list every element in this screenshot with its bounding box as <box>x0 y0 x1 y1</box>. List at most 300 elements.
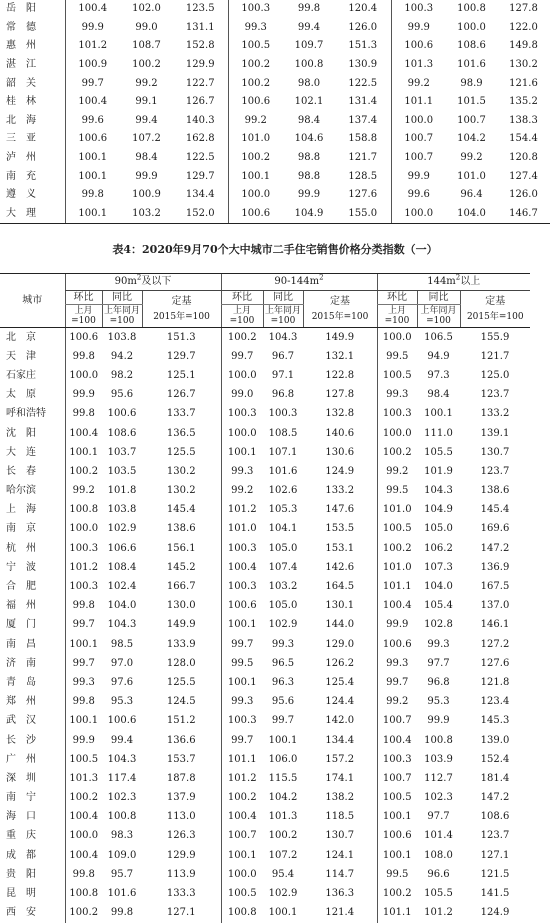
value-cell: 98.4 <box>135 152 158 164</box>
city-cell: 太 原 <box>6 389 36 401</box>
table-row <box>0 19 550 38</box>
value-cell: 100.0 <box>65 366 102 385</box>
value-cell: 133.9 <box>166 638 196 650</box>
value-cell: 99.3 <box>427 638 450 650</box>
value-cell: 157.2 <box>325 753 355 765</box>
value-cell: 101.3 <box>268 811 298 823</box>
value-cell: 100.1 <box>65 149 120 168</box>
value-cell: 167.5 <box>480 581 510 593</box>
value-cell: 101.1 <box>377 904 417 923</box>
value-cell: 106.6 <box>107 542 137 554</box>
value-cell: 100.6 <box>107 715 137 727</box>
value-cell: 112.7 <box>424 772 453 784</box>
value-cell: 101.0 <box>377 501 417 520</box>
value-cell: 106.5 <box>424 331 453 343</box>
value-cell: 100.1 <box>377 808 417 827</box>
value-cell: 104.0 <box>446 205 497 224</box>
value-cell: 104.1 <box>268 523 298 535</box>
value-cell: 102.0 <box>132 3 161 15</box>
city-cell: 遵 义 <box>6 189 36 201</box>
value-cell: 134.4 <box>185 189 215 201</box>
value-cell: 96.8 <box>271 389 295 401</box>
value-cell: 100.3 <box>65 577 102 596</box>
value-cell: 100.9 <box>132 189 161 201</box>
value-cell: 136.6 <box>166 734 196 746</box>
value-cell: 129.9 <box>185 59 215 71</box>
value-cell: 121.5 <box>480 868 510 880</box>
value-cell: 104.6 <box>294 133 324 145</box>
table-row <box>0 462 530 481</box>
value-cell: 99.3 <box>228 19 283 38</box>
yoy-sub-header: 上年同月=100 <box>417 305 460 328</box>
city-cell: 武 汉 <box>6 715 36 727</box>
city-cell: 郑 州 <box>6 696 36 708</box>
value-cell: 100.2 <box>228 56 283 75</box>
value-cell: 99.5 <box>221 654 263 673</box>
value-cell: 99.8 <box>65 693 102 712</box>
value-cell: 125.5 <box>166 446 196 458</box>
value-cell: 100.8 <box>294 59 324 71</box>
value-cell: 145.4 <box>480 504 510 516</box>
value-cell: 99.4 <box>135 114 158 126</box>
base-header: 定基 2015年=100 <box>142 291 221 328</box>
value-cell: 98.8 <box>297 152 321 164</box>
value-cell: 99.8 <box>65 405 102 424</box>
value-cell: 100.1 <box>65 205 120 224</box>
city-cell: 常 德 <box>6 21 36 33</box>
value-cell: 100.1 <box>221 846 263 865</box>
table-row <box>0 205 550 224</box>
value-cell: 95.7 <box>110 868 134 880</box>
value-cell: 114.7 <box>325 868 355 880</box>
value-cell: 128.0 <box>166 657 196 669</box>
value-cell: 100.6 <box>377 827 417 846</box>
city-cell: 青 岛 <box>6 676 36 688</box>
value-cell: 100.1 <box>221 443 263 462</box>
value-cell: 132.8 <box>325 408 355 420</box>
value-cell: 105.0 <box>268 600 298 612</box>
value-cell: 126.0 <box>509 189 538 201</box>
value-cell: 140.3 <box>185 114 215 126</box>
value-cell: 109.7 <box>294 40 324 52</box>
value-cell: 156.1 <box>166 542 196 554</box>
value-cell: 122.0 <box>509 21 538 33</box>
value-cell: 103.7 <box>107 446 137 458</box>
value-cell: 99.7 <box>65 616 102 635</box>
table-row <box>0 693 530 712</box>
city-cell: 厦 门 <box>6 619 36 631</box>
value-cell: 155.0 <box>335 205 391 224</box>
mom-sub-header: 上月=100 <box>221 305 263 328</box>
value-cell: 100.2 <box>228 74 283 93</box>
value-cell: 166.7 <box>166 581 196 593</box>
value-cell: 138.6 <box>166 523 196 535</box>
value-cell: 99.2 <box>135 77 158 89</box>
value-cell: 100.4 <box>65 424 102 443</box>
city-cell: 呼和浩特 <box>6 408 46 420</box>
value-cell: 101.2 <box>65 558 102 577</box>
value-cell: 187.8 <box>166 772 196 784</box>
value-cell: 100.3 <box>377 750 417 769</box>
value-cell: 100.2 <box>65 904 102 923</box>
value-cell: 100.0 <box>65 520 102 539</box>
value-cell: 99.7 <box>65 654 102 673</box>
value-cell: 100.1 <box>268 734 298 746</box>
value-cell: 151.3 <box>348 40 378 52</box>
value-cell: 99.9 <box>391 167 446 186</box>
value-cell: 100.5 <box>228 37 283 56</box>
value-cell: 127.6 <box>480 657 510 669</box>
value-cell: 130.7 <box>480 446 510 458</box>
value-cell: 124.4 <box>325 696 355 708</box>
value-cell: 100.1 <box>221 616 263 635</box>
table-row <box>0 635 530 654</box>
value-cell: 100.6 <box>377 635 417 654</box>
value-cell: 121.7 <box>348 152 378 164</box>
value-cell: 100.6 <box>107 408 137 420</box>
value-cell: 97.1 <box>271 369 295 381</box>
value-cell: 121.4 <box>325 907 355 919</box>
value-cell: 123.7 <box>480 830 510 842</box>
city-cell: 石家庄 <box>6 369 36 381</box>
city-cell: 泸 州 <box>6 152 36 164</box>
value-cell: 126.2 <box>325 657 355 669</box>
value-cell: 101.5 <box>457 96 486 108</box>
value-cell: 100.6 <box>65 130 120 149</box>
value-cell: 124.9 <box>325 465 355 477</box>
value-cell: 94.2 <box>110 350 134 362</box>
city-cell: 广 州 <box>6 753 36 765</box>
value-cell: 106.2 <box>424 542 453 554</box>
table-row <box>0 328 530 348</box>
city-cell: 南 宁 <box>6 792 36 804</box>
value-cell: 98.0 <box>297 77 321 89</box>
value-cell: 102.9 <box>268 888 298 900</box>
value-cell: 100.4 <box>65 846 102 865</box>
table-row <box>0 0 550 19</box>
value-cell: 104.2 <box>457 133 486 145</box>
mom-header: 环比 <box>221 291 263 305</box>
yoy-sub-header: 上年同月=100 <box>264 306 301 326</box>
value-cell: 151.3 <box>166 331 196 343</box>
value-cell: 99.9 <box>297 189 321 201</box>
value-cell: 113.0 <box>166 811 196 823</box>
city-cell: 桂 林 <box>6 96 36 108</box>
base-header: 定基 2015年=100 <box>303 291 377 328</box>
value-cell: 136.3 <box>325 888 355 900</box>
value-cell: 100.5 <box>65 750 102 769</box>
value-cell: 125.5 <box>166 676 196 688</box>
table-row <box>0 673 530 692</box>
value-cell: 99.5 <box>377 347 417 366</box>
value-cell: 133.2 <box>325 485 355 497</box>
table-row <box>0 386 530 405</box>
value-cell: 108.7 <box>132 40 161 52</box>
value-cell: 100.0 <box>228 186 283 205</box>
value-cell: 153.7 <box>166 753 196 765</box>
value-cell: 101.6 <box>107 888 137 900</box>
value-cell: 99.8 <box>65 597 102 616</box>
value-cell: 99.7 <box>221 635 263 654</box>
value-cell: 100.7 <box>221 827 263 846</box>
value-cell: 102.6 <box>268 485 298 497</box>
value-cell: 152.8 <box>185 40 215 52</box>
city-header: 城市 <box>0 274 65 328</box>
value-cell: 107.2 <box>132 133 161 145</box>
value-cell: 100.3 <box>377 405 417 424</box>
value-cell: 127.1 <box>480 849 510 861</box>
value-cell: 100.4 <box>65 93 120 112</box>
value-cell: 181.4 <box>480 772 510 784</box>
city-cell: 成 都 <box>6 849 36 861</box>
table-row <box>0 37 550 56</box>
value-cell: 108.6 <box>480 811 510 823</box>
value-cell: 100.1 <box>65 712 102 731</box>
value-cell: 130.2 <box>166 465 196 477</box>
city-cell: 天 津 <box>6 350 36 362</box>
value-cell: 101.0 <box>457 170 486 182</box>
value-cell: 96.3 <box>271 676 295 688</box>
value-cell: 100.2 <box>65 462 102 481</box>
value-cell: 99.9 <box>377 616 417 635</box>
table-row <box>0 846 530 865</box>
value-cell: 145.2 <box>166 561 196 573</box>
value-cell: 102.4 <box>107 581 137 593</box>
table4-title: 表4：2020年9月70个大中城市二手住宅销售价格分类指数（一） <box>112 243 438 256</box>
value-cell: 100.4 <box>377 731 417 750</box>
value-cell: 95.6 <box>110 389 134 401</box>
value-cell: 100.2 <box>221 328 263 348</box>
value-cell: 101.1 <box>221 750 263 769</box>
table-row <box>0 112 550 131</box>
value-cell: 138.2 <box>325 792 355 804</box>
value-cell: 141.5 <box>480 888 510 900</box>
value-cell: 102.8 <box>424 619 453 631</box>
city-cell: 海 口 <box>6 811 36 823</box>
value-cell: 101.9 <box>424 465 453 477</box>
value-cell: 100.2 <box>228 149 283 168</box>
value-cell: 174.1 <box>325 772 355 784</box>
group-header-medium: $90-144m^2$ <box>221 274 377 291</box>
value-cell: 103.5 <box>107 465 137 477</box>
value-cell: 96.8 <box>427 676 450 688</box>
value-cell: 146.1 <box>480 619 510 631</box>
value-cell: 153.1 <box>325 542 355 554</box>
value-cell: 100.5 <box>377 366 417 385</box>
value-cell: 158.8 <box>348 133 378 145</box>
city-cell: 南 京 <box>6 523 36 535</box>
value-cell: 120.4 <box>348 3 378 15</box>
value-cell: 134.4 <box>325 734 355 746</box>
city-cell: 昆 明 <box>6 888 36 900</box>
value-cell: 101.2 <box>221 501 263 520</box>
value-cell: 101.1 <box>377 577 417 596</box>
value-cell: 153.5 <box>325 523 355 535</box>
value-cell: 100.3 <box>221 405 263 424</box>
table-row <box>0 827 530 846</box>
city-cell: 宁 波 <box>6 561 36 573</box>
city-cell: 贵 阳 <box>6 868 36 880</box>
yoy-header: 同比 <box>263 291 303 305</box>
value-cell: 99.8 <box>65 347 102 366</box>
value-cell: 111.0 <box>424 427 453 439</box>
value-cell: 142.0 <box>325 715 355 727</box>
city-cell: 杭 州 <box>6 542 36 554</box>
value-cell: 124.1 <box>325 849 355 861</box>
value-cell: 98.8 <box>297 170 321 182</box>
value-cell: 108.6 <box>457 40 486 52</box>
value-cell: 99.3 <box>65 673 102 692</box>
value-cell: 151.2 <box>166 715 196 727</box>
value-cell: 139.1 <box>480 427 510 439</box>
value-cell: 99.7 <box>271 715 295 727</box>
table-row <box>0 558 530 577</box>
value-cell: 130.2 <box>166 485 196 497</box>
table-row <box>0 149 550 168</box>
city-cell: 合 肥 <box>6 581 36 593</box>
value-cell: 100.8 <box>65 884 102 903</box>
city-cell: 重 庆 <box>6 830 36 842</box>
value-cell: 100.3 <box>65 539 102 558</box>
value-cell: 121.7 <box>480 350 510 362</box>
city-cell: 深 圳 <box>6 772 36 784</box>
value-cell: 122.8 <box>325 369 355 381</box>
value-cell: 129.0 <box>325 638 355 650</box>
value-cell: 100.3 <box>228 0 283 19</box>
city-cell: 沈 阳 <box>6 427 36 439</box>
value-cell: 100.0 <box>377 424 417 443</box>
value-cell: 147.2 <box>480 792 510 804</box>
value-cell: 100.1 <box>65 443 102 462</box>
group-header-small: $90m^2$及以下 <box>65 274 221 291</box>
value-cell: 103.2 <box>268 581 298 593</box>
value-cell: 100.1 <box>221 673 263 692</box>
value-cell: 102.9 <box>268 619 298 631</box>
value-cell: 100.4 <box>65 808 102 827</box>
value-cell: 99.7 <box>377 673 417 692</box>
city-cell: 西 安 <box>6 907 36 919</box>
value-cell: 98.5 <box>110 638 134 650</box>
value-cell: 137.9 <box>166 792 196 804</box>
value-cell: 100.0 <box>221 424 263 443</box>
value-cell: 100.8 <box>221 904 263 923</box>
value-cell: 169.6 <box>480 523 510 535</box>
value-cell: 101.0 <box>221 520 263 539</box>
value-cell: 100.0 <box>377 328 417 348</box>
value-cell: 100.7 <box>391 130 446 149</box>
value-cell: 146.7 <box>497 205 550 224</box>
value-cell: 99.3 <box>221 462 263 481</box>
value-cell: 130.6 <box>325 446 355 458</box>
value-cell: 142.6 <box>325 561 355 573</box>
value-cell: 100.2 <box>221 789 263 808</box>
value-cell: 99.2 <box>460 152 483 164</box>
value-cell: 101.0 <box>228 130 283 149</box>
value-cell: 99.7 <box>221 347 263 366</box>
value-cell: 101.0 <box>377 558 417 577</box>
value-cell: 98.3 <box>110 830 134 842</box>
value-cell: 96.4 <box>460 189 483 201</box>
value-cell: 130.1 <box>325 600 355 612</box>
value-cell: 95.3 <box>110 696 134 708</box>
table-row <box>0 904 530 923</box>
table-row <box>0 366 530 385</box>
value-cell: 144.0 <box>325 619 355 631</box>
value-cell: 100.5 <box>377 789 417 808</box>
value-cell: 127.1 <box>166 907 196 919</box>
value-cell: 99.3 <box>271 638 295 650</box>
value-cell: 102.9 <box>107 523 137 535</box>
value-cell: 100.0 <box>221 366 263 385</box>
value-cell: 107.2 <box>268 849 298 861</box>
value-cell: 123.5 <box>185 3 215 15</box>
table-row <box>0 597 530 616</box>
value-cell: 126.7 <box>166 389 196 401</box>
value-cell: 100.2 <box>65 789 102 808</box>
value-cell: 100.6 <box>391 37 446 56</box>
value-cell: 125.4 <box>325 676 355 688</box>
mom-sub-header: 上月=100 <box>65 305 102 328</box>
table-row <box>0 167 550 186</box>
value-cell: 99.2 <box>377 462 417 481</box>
value-cell: 99.3 <box>377 386 417 405</box>
value-cell: 104.9 <box>283 205 335 224</box>
value-cell: 99.4 <box>110 734 134 746</box>
value-cell: 133.3 <box>166 888 196 900</box>
table-row <box>0 186 550 205</box>
value-cell: 100.2 <box>132 59 161 71</box>
value-cell: 130.0 <box>166 600 196 612</box>
value-cell: 99.0 <box>221 386 263 405</box>
value-cell: 100.7 <box>391 149 446 168</box>
value-cell: 117.4 <box>107 772 137 784</box>
value-cell: 100.7 <box>457 114 486 126</box>
value-cell: 96.7 <box>271 350 295 362</box>
value-cell: 100.1 <box>228 167 283 186</box>
value-cell: 99.2 <box>228 112 283 131</box>
value-cell: 97.3 <box>427 369 450 381</box>
table-row <box>0 424 530 443</box>
table-row <box>0 769 530 788</box>
value-cell: 100.2 <box>268 830 298 842</box>
value-cell: 99.3 <box>221 693 263 712</box>
value-cell: 129.9 <box>166 849 196 861</box>
value-cell: 100.7 <box>377 712 417 731</box>
value-cell: 100.2 <box>377 884 417 903</box>
value-cell: 107.1 <box>268 446 298 458</box>
mom-sub-header: 上月=100 <box>377 305 417 328</box>
value-cell: 122.5 <box>185 152 215 164</box>
value-cell: 126.7 <box>185 96 215 108</box>
value-cell: 105.0 <box>424 523 453 535</box>
city-cell: 南 充 <box>6 170 36 182</box>
value-cell: 149.8 <box>509 40 538 52</box>
value-cell: 99.6 <box>391 186 446 205</box>
value-cell: 100.6 <box>65 328 102 348</box>
value-cell: 98.2 <box>110 369 134 381</box>
yoy-header: 同比 <box>417 291 460 305</box>
value-cell: 100.0 <box>457 21 486 33</box>
value-cell: 137.4 <box>348 114 378 126</box>
value-cell: 100.4 <box>377 597 417 616</box>
value-cell: 101.2 <box>424 907 453 919</box>
value-cell: 130.9 <box>348 59 378 71</box>
value-cell: 99.9 <box>65 19 120 38</box>
value-cell: 98.4 <box>427 389 450 401</box>
value-cell: 104.3 <box>107 753 137 765</box>
value-cell: 127.4 <box>509 170 538 182</box>
table4 <box>0 273 530 923</box>
